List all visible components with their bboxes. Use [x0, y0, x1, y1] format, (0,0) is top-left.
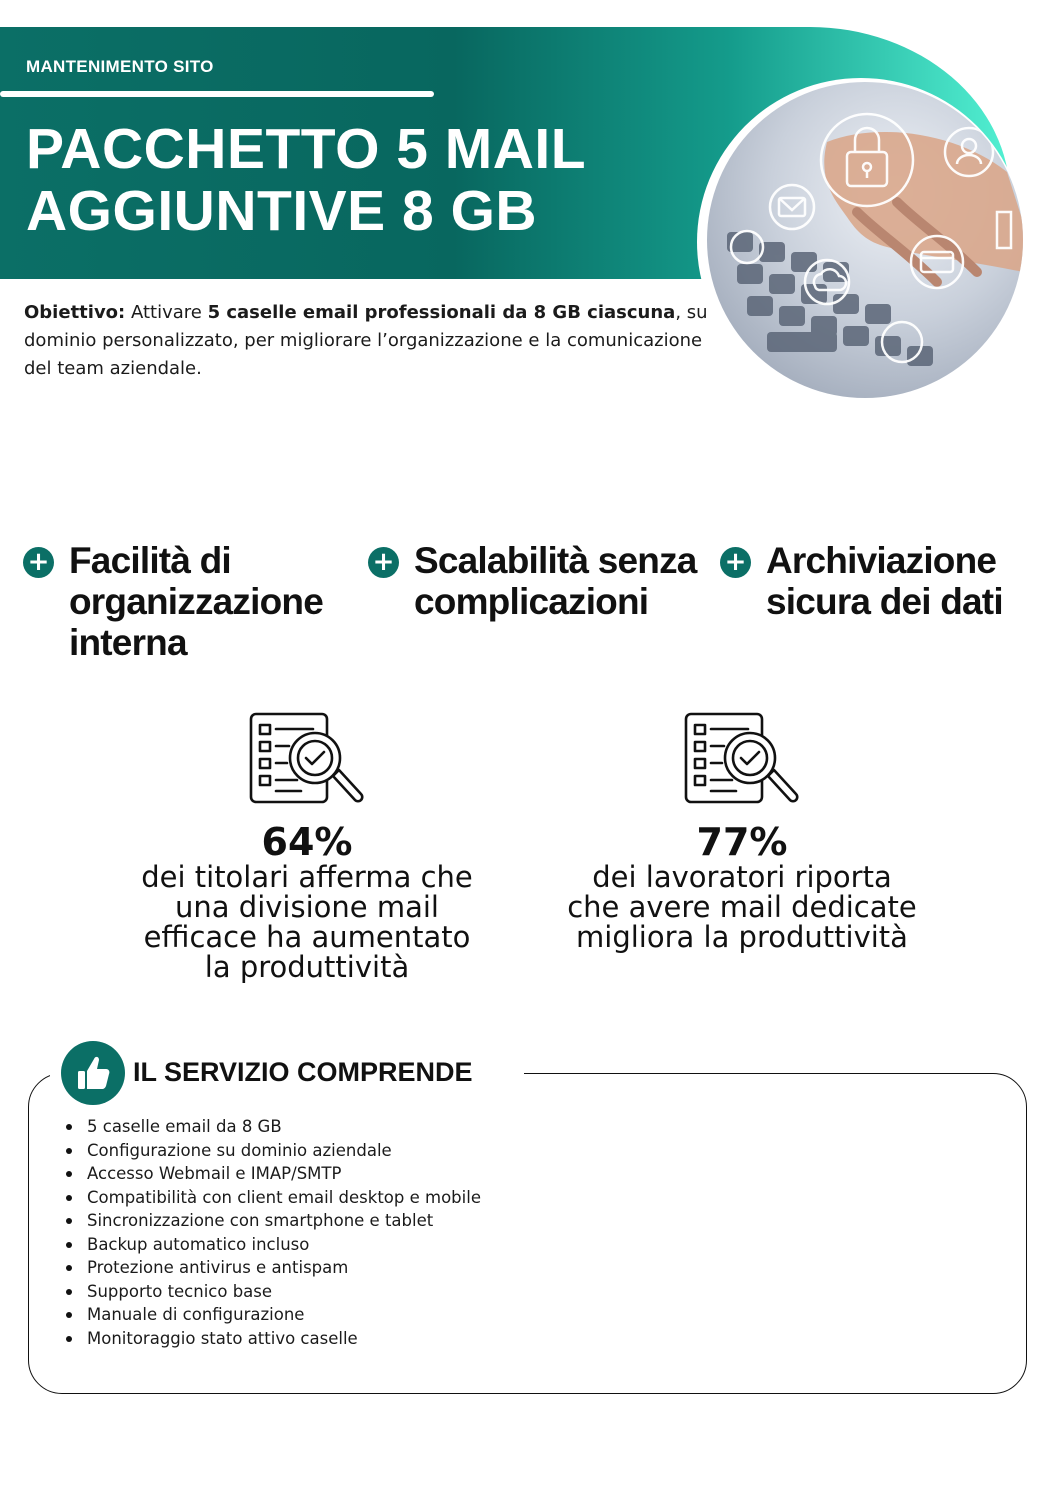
checklist-magnifier-icon — [249, 712, 365, 808]
list-item: Accesso Webmail e IMAP/SMTP — [87, 1162, 687, 1186]
stat-description: dei titolari afferma che una divisione mail efficace ha aumentato la produttività — [141, 860, 473, 984]
benefit-label: Archiviazione sicura dei dati — [766, 540, 1003, 622]
checklist-magnifier-icon — [684, 712, 800, 808]
stat-description: dei lavoratori riporta che avere mail dedicate migliora la produttività — [567, 860, 917, 954]
objective-highlight: 5 caselle email professionali da 8 GB ciascuna — [207, 302, 676, 323]
stat-value: 64% — [261, 820, 353, 864]
list-item: 5 caselle email da 8 GB — [87, 1115, 687, 1139]
service-title: IL SERVIZIO COMPRENDE — [133, 1057, 473, 1087]
header-kicker: MANTENIMENTO SITO — [26, 57, 214, 76]
list-item: Compatibilità con client email desktop e mobile — [87, 1186, 687, 1210]
list-item: Protezione antivirus e antispam — [87, 1256, 687, 1280]
title-line-1: PACCHETTO 5 MAIL — [26, 117, 587, 181]
list-item: Configurazione su dominio aziendale — [87, 1139, 687, 1163]
kicker-divider — [0, 91, 434, 97]
list-item: Sincronizzazione con smartphone e tablet — [87, 1209, 687, 1233]
objective-text-before: Attivare — [125, 302, 208, 323]
objective-label: Obiettivo: — [24, 302, 126, 323]
list-item: Backup automatico incluso — [87, 1233, 687, 1257]
service-list — [87, 1115, 687, 1350]
objective-paragraph — [24, 299, 714, 383]
keyboard-security-illustration — [707, 82, 1023, 398]
plus-circle-icon: + — [368, 547, 399, 578]
page-title — [26, 118, 706, 242]
plus-circle-icon: + — [720, 547, 751, 578]
thumbs-up-icon — [61, 1041, 125, 1105]
list-item: Manuale di configurazione — [87, 1303, 687, 1327]
list-item: Monitoraggio stato attivo caselle — [87, 1327, 687, 1351]
benefit-label: Facilità di organizzazione interna — [69, 540, 323, 663]
list-item: Supporto tecnico base — [87, 1280, 687, 1304]
title-line-2: AGGIUNTIVE 8 GB — [26, 179, 538, 243]
plus-circle-icon: + — [23, 547, 54, 578]
stat-owners — [117, 712, 497, 982]
stat-value: 77% — [696, 820, 788, 864]
thumbs-up-badge — [61, 1041, 125, 1105]
benefit-label: Scalabilità senza complicazioni — [414, 540, 697, 622]
objective-text-after: , su dominio personalizzato, per migliorare l’organizzazione e la comunicazione del team aziendale. — [24, 302, 708, 379]
stat-workers — [552, 712, 932, 952]
hero-photo-keyboard-security — [707, 82, 1023, 398]
